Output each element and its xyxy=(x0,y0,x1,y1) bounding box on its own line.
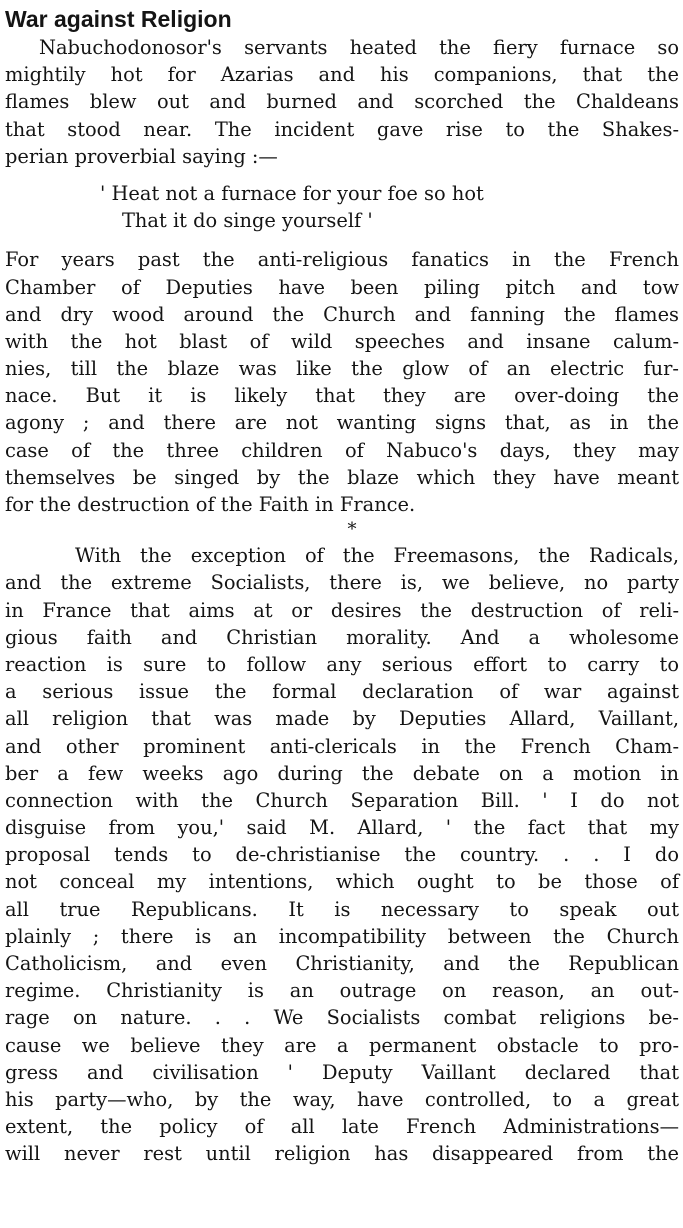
text-line: nies, till the blaze was like the glow of an electric fur- xyxy=(5,357,679,381)
quote-line: That it do singe yourself ' xyxy=(122,209,373,233)
text-line: reaction is sure to follow any serious effort to carry to xyxy=(5,652,679,676)
text-line: mightily hot for Azarias and his companions, that the xyxy=(5,63,679,87)
text-line: and the extreme Socialists, there is, we believe, no party xyxy=(5,571,679,595)
section-separator: * xyxy=(347,519,357,541)
text-line: that stood near. The incident gave rise to the Shakes- xyxy=(5,117,679,141)
text-line: his party—who, by the way, have controlled, to a great xyxy=(5,1087,679,1111)
text-line: flames blew out and burned and scorched the Chaldeans xyxy=(5,90,679,114)
paragraph-1 xyxy=(5,34,679,170)
text-line: regime. Christianity is an outrage on reason, an out- xyxy=(5,979,679,1003)
text-line: gress and civilisation ' Deputy Vaillant declared that xyxy=(5,1060,679,1084)
article-headline: War against Religion xyxy=(5,6,232,32)
text-line: themselves be singed by the blaze which they have meant xyxy=(5,465,679,489)
text-line: rage on nature. . . We Socialists combat religions be- xyxy=(5,1006,679,1030)
text-line: disguise from you,' said M. Allard, ' the fact that my xyxy=(5,816,679,840)
text-line: perian proverbial saying :— xyxy=(5,144,278,168)
text-line: gious faith and Christian morality. And a wholesome xyxy=(5,625,679,649)
text-line: not conceal my intentions, which ought to be those of xyxy=(5,870,679,894)
text-line: and other prominent anti-clericals in the French Cham- xyxy=(5,734,679,758)
paragraph-2 xyxy=(5,246,679,518)
paragraph-3 xyxy=(5,542,679,1167)
text-line: all true Republicans. It is necessary to speak out xyxy=(5,897,679,921)
text-line: Catholicism, and even Christianity, and the Republican xyxy=(5,952,679,975)
text-line: case of the three children of Nabuco's days, they may xyxy=(5,438,679,462)
text-line: in France that aims at or desires the destruction of reli- xyxy=(5,598,679,622)
text-line: connection with the Church Separation Bill. ' I do not xyxy=(5,788,679,812)
text-line: Chamber of Deputies have been piling pitch and tow xyxy=(5,275,679,299)
quote-line: ' Heat not a furnace for your foe so hot xyxy=(100,181,484,205)
text-line: with the hot blast of wild speeches and insane calum- xyxy=(5,329,679,353)
text-line: proposal tends to de-christianise the country. . . I do xyxy=(5,843,679,867)
text-line: For years past the anti-religious fanatics in the French xyxy=(5,248,679,272)
text-line: plainly ; there is an incompatibility between the Church xyxy=(5,924,679,948)
text-line: all religion that was made by Deputies Allard, Vaillant, xyxy=(5,707,679,731)
quotation xyxy=(100,180,679,234)
text-line: a serious issue the formal declaration of war against xyxy=(5,680,679,704)
text-line: With the exception of the Freemasons, the Radicals, xyxy=(75,544,679,568)
text-line: agony ; and there are not wanting signs that, as in the xyxy=(5,411,679,435)
text-line: cause we believe they are a permanent obstacle to pro- xyxy=(5,1033,679,1057)
text-line: will never rest until religion has disappeared from the xyxy=(5,1142,679,1166)
text-line: for the destruction of the Faith in France. xyxy=(5,493,416,516)
text-line: ber a few weeks ago during the debate on a motion in xyxy=(5,761,679,785)
text-line: and dry wood around the Church and fanning the flames xyxy=(5,302,679,326)
text-line: extent, the policy of all late French Administrations— xyxy=(5,1115,679,1139)
text-line: Nabuchodonosor's servants heated the fiery furnace so xyxy=(39,36,679,59)
text-line: nace. But it is likely that they are over-doing the xyxy=(5,384,679,408)
